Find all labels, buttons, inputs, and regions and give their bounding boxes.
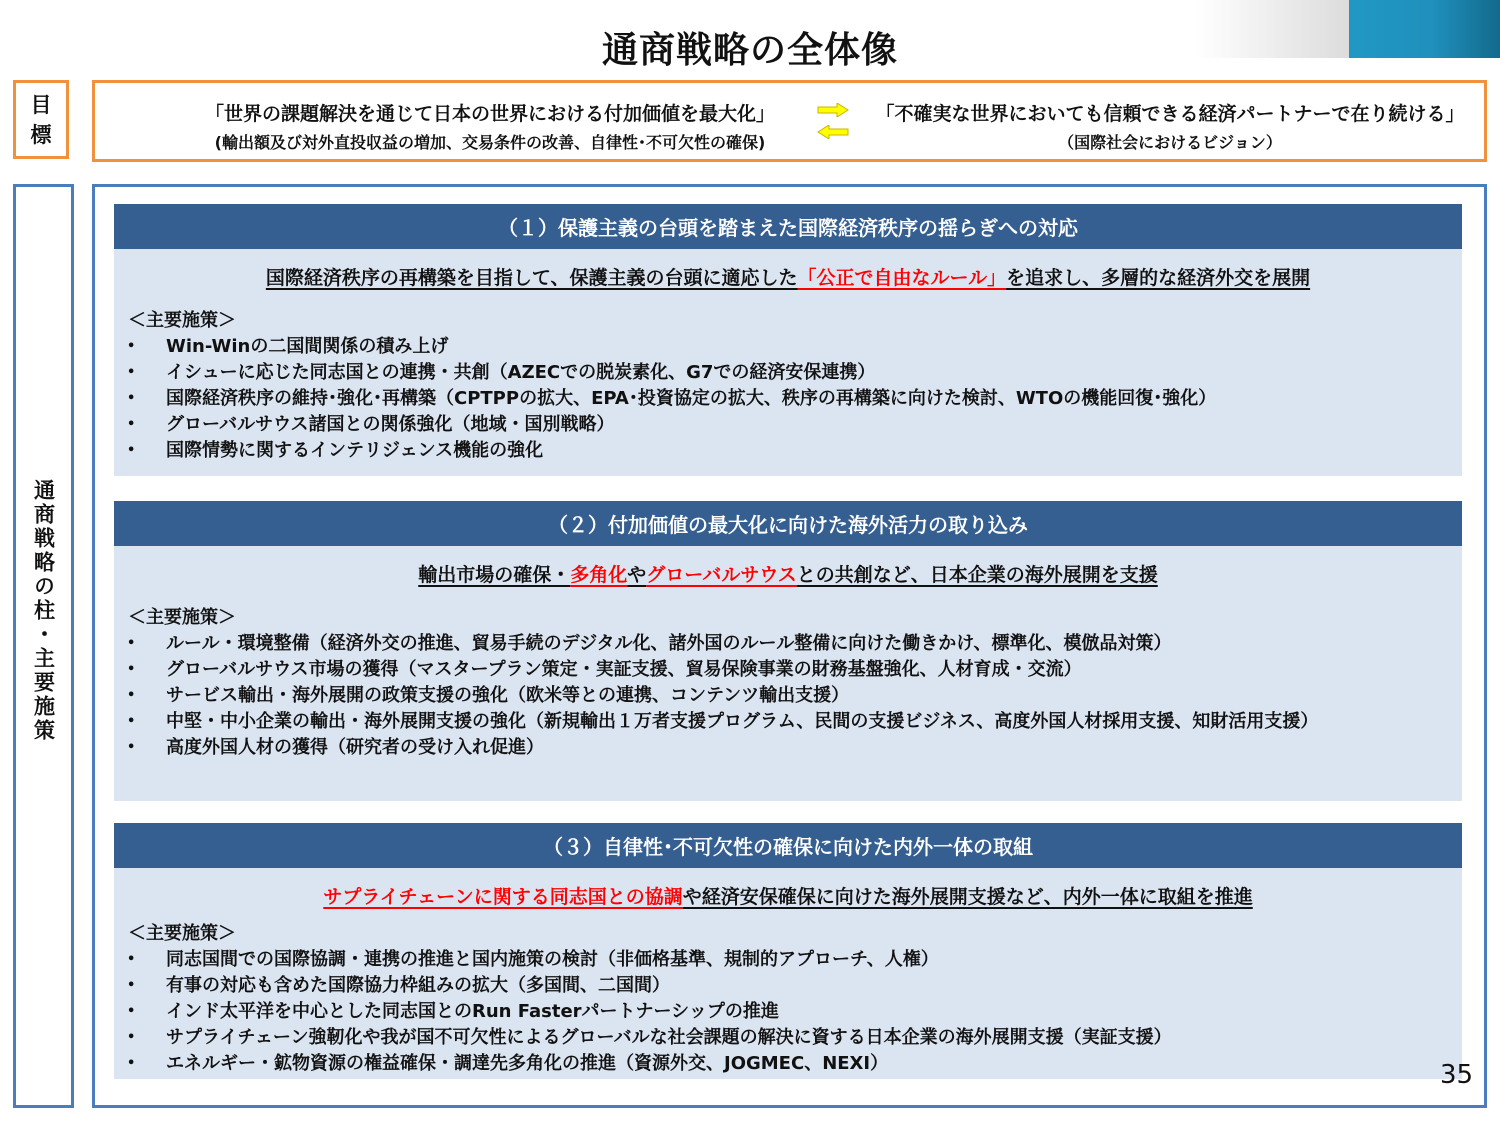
arrow-right-icon [817, 103, 849, 117]
list-item: • ルール・環境整備（経済外交の推進、貿易手続のデジタル化、諸外国のルール整備に向けた働きかけ、標準化、模倣品対策） [128, 631, 1462, 657]
decoration-gradient-gray [1196, 0, 1349, 58]
section-1-summary [114, 263, 1462, 290]
section-3-body [114, 921, 1462, 1077]
arrow-left-icon [817, 125, 849, 139]
list-item: • 同志国間での国際協調・連携の推進と国内施策の検討（非価格基準、規制的アプローチ、人権） [128, 947, 1462, 973]
list-item: • サービス輸出・海外展開の政策支援の強化（欧米等との連携、コンテンツ輸出支援） [128, 683, 1462, 709]
list-item: • 国際情勢に関するインテリジェンス機能の強化 [128, 438, 1462, 464]
page-title: 通商戦略の全体像 [601, 30, 898, 71]
section-2-header: （２）付加価値の最大化に向けた海外活力の取り込み [114, 501, 1462, 546]
section-3-measures [128, 947, 1462, 1077]
section-3-summary [114, 882, 1462, 909]
section-2-measures [128, 631, 1462, 761]
list-item: • グローバルサウス諸国との関係強化（地域・国別戦略） [128, 412, 1462, 438]
list-item: • グローバルサウス市場の獲得（マスタープラン策定・実証支援、貿易保険事業の財務基盤強化、人材育成・交流） [128, 657, 1462, 683]
measures-heading: ＜主要施策＞ [128, 923, 236, 944]
measures-heading: ＜主要施策＞ [128, 607, 236, 628]
summary-highlight: 多角化 [570, 564, 628, 586]
section-1-header: （１）保護主義の台頭を踏まえた国際経済秩序の揺らぎへの対応 [114, 204, 1462, 249]
list-item: • 中堅・中小企業の輸出・海外展開支援の強化（新規輸出１万者支援プログラム、民間の支援ビジネス、高度外国人材採用支援、知財活用支援） [128, 709, 1462, 735]
section-1-body [114, 308, 1462, 464]
goal-vision-detail: （国際社会におけるビジョン） [1058, 133, 1282, 152]
summary-highlight: 「公正で自由なルール」 [797, 267, 1007, 289]
goal-label-char-2: 標 [30, 122, 52, 147]
section-3-header: （３）自律性･不可欠性の確保に向けた内外一体の取組 [114, 823, 1462, 868]
goal-box [92, 80, 1487, 162]
goal-vision [850, 99, 1490, 153]
list-item: • Win-Winの二国間関係の積み上げ [128, 334, 1462, 360]
list-item: • 有事の対応も含めた国際協力枠組みの拡大（多国間、二国間） [128, 973, 1462, 999]
goal-japan-title: 「世界の課題解決を通じて日本の世界における付加価値を最大化」 [204, 103, 775, 125]
section-1 [114, 204, 1462, 476]
summary-text: 国際経済秩序の再構築を目指して、保護主義の台頭に適応した [265, 267, 798, 289]
measures-heading: ＜主要施策＞ [128, 310, 236, 331]
section-1-measures [128, 334, 1462, 464]
summary-text: を追求し、多層的な経済外交を展開 [1006, 267, 1311, 289]
list-item: • イシューに応じた同志国との連携・共創（AZECでの脱炭素化、G7での経済安保連携） [128, 360, 1462, 386]
summary-text: 輸出市場の確保・ [418, 564, 571, 586]
section-3 [114, 823, 1462, 1079]
section-2-body [114, 605, 1462, 761]
goal-vision-title: 「不確実な世界においても信頼できる経済パートナーで在り続ける」 [875, 103, 1465, 125]
summary-highlight: グローバルサウス [646, 564, 797, 586]
summary-highlight: サプライチェーンに関する同志国との協調 [323, 886, 683, 908]
summary-text: や [627, 564, 647, 586]
goal-label [13, 80, 69, 159]
list-item: • エネルギー・鉱物資源の権益確保・調達先多角化の推進（資源外交、JOGMEC、NEXI） [128, 1051, 1462, 1077]
decoration-gradient-blue [1349, 0, 1500, 58]
list-item: • 国際経済秩序の維持･強化･再構築（CPTPPの拡大、EPA･投資協定の拡大、秩序の再構築に向けた検討、WTOの機能回復･強化） [128, 386, 1462, 412]
section-2 [114, 501, 1462, 801]
section-2-summary [114, 560, 1462, 587]
pillar-label [13, 184, 74, 1108]
pillar-label-text: 通商戦略の柱・主要施策 [31, 479, 56, 743]
list-item: • インド太平洋を中心とした同志国とのRun Fasterパートナーシップの推進 [128, 999, 1462, 1025]
goal-label-char-1: 目 [30, 92, 52, 117]
list-item: • サプライチェーン強靭化や我が国不可欠性によるグローバルな社会課題の解決に資する日本企業の海外展開支援（実証支援） [128, 1025, 1462, 1051]
goal-japan-detail: (輸出額及び対外直投収益の増加、交易条件の改善、自律性･不可欠性の確保) [214, 133, 766, 152]
list-item: • 高度外国人材の獲得（研究者の受け入れ促進） [128, 735, 1462, 761]
header-decoration [1196, 0, 1500, 60]
page-number: 35 [1440, 1060, 1474, 1090]
goal-japan [95, 99, 885, 153]
summary-text: との共創など、日本企業の海外展開を支援 [796, 564, 1158, 586]
summary-text: や経済安保確保に向けた海外展開支援など、内外一体に取組を推進 [682, 886, 1253, 908]
